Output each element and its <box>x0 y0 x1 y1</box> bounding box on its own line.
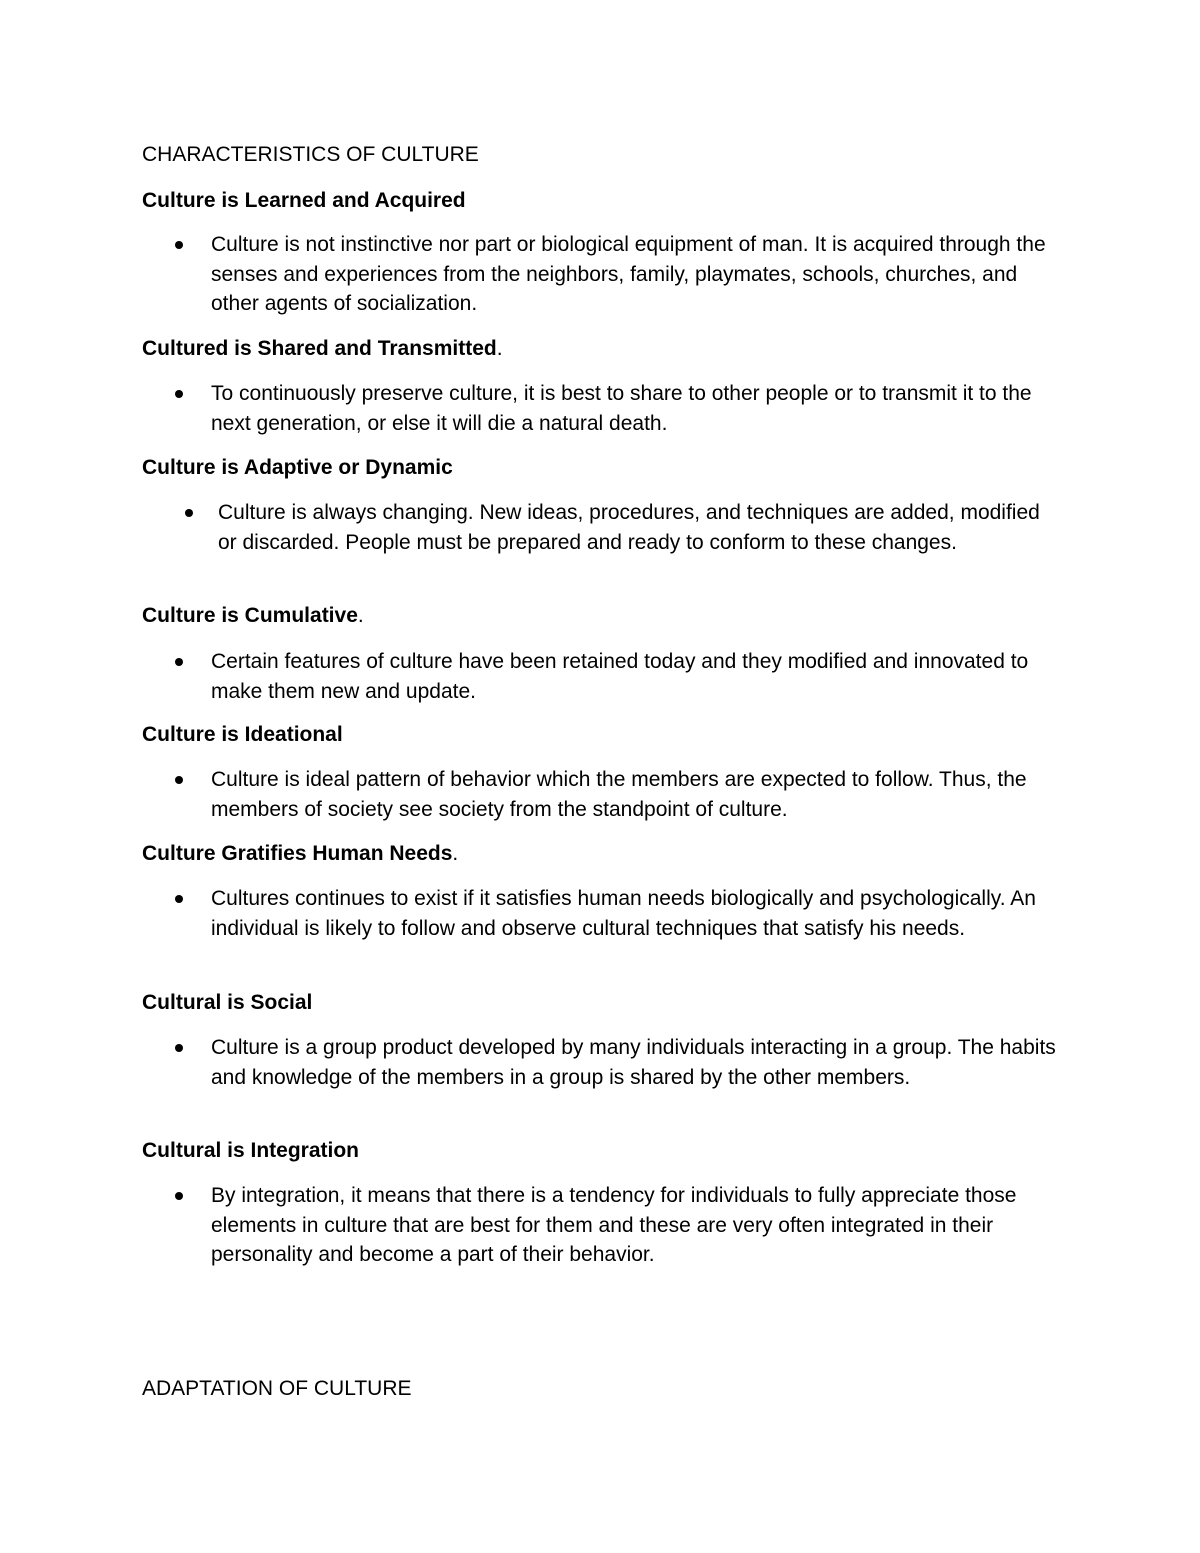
list-item-text: To continuously preserve culture, it is best to share to other people or to transmit it to the next generation, or else it will die a natural death. <box>211 382 1032 435</box>
bullet-icon <box>175 241 183 249</box>
section-heading-text: Culture is Cumulative <box>142 604 358 627</box>
list-item <box>211 379 1061 438</box>
document-title: CHARACTERISTICS OF CULTURE <box>142 143 479 166</box>
section-heading <box>142 188 466 214</box>
list-item <box>211 765 1061 824</box>
list-item-text: Culture is ideal pattern of behavior which the members are expected to follow. Thus, the members of society see society from the standpoint of culture. <box>211 768 1027 821</box>
list-item <box>211 230 1061 319</box>
section-heading <box>142 722 343 748</box>
bullet-icon <box>175 895 183 903</box>
list-item <box>218 498 1061 557</box>
list-item <box>211 1033 1061 1092</box>
section-heading-text: Culture is Learned and Acquired <box>142 189 466 212</box>
bullet-icon <box>175 390 183 398</box>
section-heading-text: Cultured is Shared and Transmitted <box>142 337 497 360</box>
bullet-icon <box>175 658 183 666</box>
list-item <box>211 1181 1061 1270</box>
list-item <box>211 647 1061 706</box>
list-item-text: Culture is a group product developed by many individuals interacting in a group. The habits and knowledge of the members in a group is shared by the other members. <box>211 1036 1056 1089</box>
section-heading-suffix: . <box>357 604 364 627</box>
section-heading <box>142 1138 359 1164</box>
list-item <box>211 884 1061 943</box>
bullet-icon <box>185 509 193 517</box>
section-heading <box>142 990 312 1016</box>
section-heading-text: Culture is Adaptive or Dynamic <box>142 456 453 479</box>
next-section-title: ADAPTATION OF CULTURE <box>142 1377 412 1400</box>
section-heading-text: Cultural is Social <box>142 991 313 1014</box>
section-heading <box>142 455 453 481</box>
section-heading-suffix: . <box>496 337 503 360</box>
list-item-text: Certain features of culture have been retained today and they modified and innovated to make them new and update. <box>211 650 1029 703</box>
section-heading <box>142 336 503 362</box>
list-item-text: Cultures continues to exist if it satisfies human needs biologically and psychologically. An individual is likely to follow and observe cultural techniques that satisfy his needs. <box>211 887 1036 940</box>
section-heading-text: Cultural is Integration <box>142 1139 360 1162</box>
section-heading-text: Culture is Ideational <box>142 723 343 746</box>
section-heading <box>142 603 364 629</box>
list-item-text: Culture is always changing. New ideas, procedures, and techniques are added, modified or discarded. People must be prepared and ready to conform to these changes. <box>218 501 1040 554</box>
list-item-text: By integration, it means that there is a tendency for individuals to fully appreciate those elements in culture that are best for them and these are very often integrated in their personality and become a part of their behavior. <box>211 1184 1017 1266</box>
list-item-text: Culture is not instinctive nor part or biological equipment of man. It is acquired through the senses and experiences from the neighbors, family, playmates, schools, churches, and other agents of socialization. <box>211 233 1046 315</box>
bullet-icon <box>175 1192 183 1200</box>
section-heading-text: Culture Gratifies Human Needs <box>142 842 453 865</box>
bullet-icon <box>175 776 183 784</box>
section-heading-suffix: . <box>452 842 459 865</box>
section-heading <box>142 841 458 867</box>
bullet-icon <box>175 1044 183 1052</box>
